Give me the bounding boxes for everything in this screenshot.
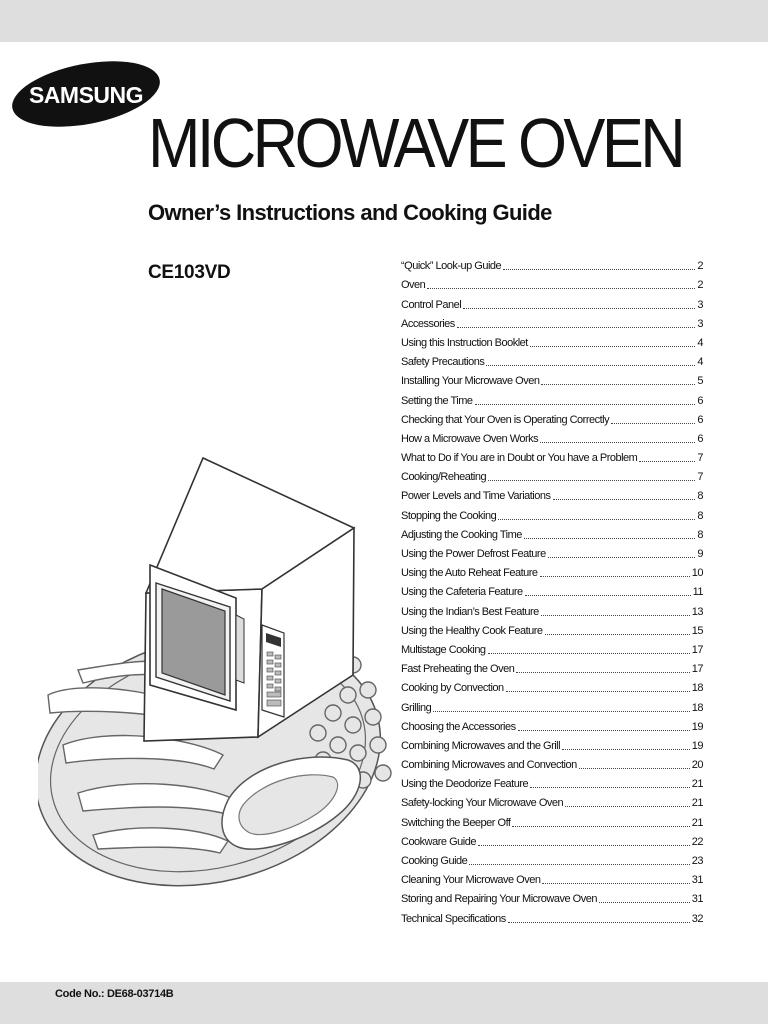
toc-leader-dots	[488, 480, 695, 481]
toc-leader-dots	[525, 595, 691, 596]
toc-entry	[401, 368, 703, 387]
toc-leader-dots	[469, 864, 689, 865]
toc-entry-page: 8	[697, 509, 703, 522]
toc-entry-label: Technical Specifications	[401, 912, 506, 925]
toc-entry	[401, 483, 703, 502]
toc-entry-label: Checking that Your Oven is Operating Correctly	[401, 413, 610, 426]
toc-entry-page: 10	[691, 567, 703, 580]
toc-entry-label: Setting the Time	[401, 394, 473, 407]
toc-leader-dots	[488, 653, 690, 654]
toc-leader-dots	[508, 922, 690, 923]
toc-leader-dots	[498, 519, 695, 520]
toc-entry	[401, 253, 703, 272]
toc-leader-dots	[599, 902, 690, 903]
toc-entry-page: 18	[691, 701, 703, 714]
toc-entry-label: Using the Healthy Cook Feature	[401, 624, 543, 637]
toc-entry	[401, 407, 703, 426]
toc-entry	[401, 809, 703, 828]
toc-entry-label: Using the Cafeteria Feature	[401, 586, 523, 599]
toc-entry-label: Cookware Guide	[401, 835, 476, 848]
toc-entry	[401, 387, 703, 406]
samsung-logo-icon	[10, 57, 162, 131]
toc-entry-label: Safety-locking Your Microwave Oven	[401, 797, 564, 810]
document-subtitle: Owner’s Instructions and Cooking Guide	[148, 200, 552, 225]
toc-entry-label: How a Microwave Oven Works	[401, 432, 539, 445]
toc-entry	[401, 733, 703, 752]
toc-leader-dots	[542, 883, 689, 884]
toc-entry	[401, 714, 703, 733]
toc-entry	[401, 905, 703, 924]
toc-leader-dots	[518, 730, 690, 731]
toc-entry	[401, 675, 703, 694]
table-of-contents	[401, 253, 703, 925]
microwave-oven-illustration	[38, 455, 400, 905]
toc-leader-dots	[540, 442, 695, 443]
toc-entry-page: 6	[697, 394, 703, 407]
toc-entry	[401, 790, 703, 809]
toc-entry	[401, 829, 703, 848]
toc-entry	[401, 694, 703, 713]
toc-entry	[401, 445, 703, 464]
toc-entry	[401, 752, 703, 771]
toc-entry	[401, 656, 703, 675]
toc-entry-page: 19	[691, 720, 703, 733]
toc-entry-page: 6	[697, 413, 703, 426]
toc-entry	[401, 771, 703, 790]
toc-entry-page: 3	[697, 317, 703, 330]
toc-entry	[401, 867, 703, 886]
toc-entry-page: 21	[691, 778, 703, 791]
toc-leader-dots	[541, 384, 695, 385]
toc-entry-label: Safety Precautions	[401, 356, 485, 369]
toc-entry-label: Power Levels and Time Variations	[401, 490, 551, 503]
toc-entry-page: 22	[691, 835, 703, 848]
toc-entry-label: Oven	[401, 279, 426, 292]
toc-leader-dots	[639, 461, 695, 462]
toc-entry-label: Combining Microwaves and Convection	[401, 759, 577, 772]
toc-entry-page: 2	[697, 260, 703, 273]
toc-leader-dots	[475, 404, 696, 405]
toc-entry-page: 11	[692, 586, 703, 599]
toc-entry-label: Accessories	[401, 317, 455, 330]
toc-entry-page: 9	[697, 548, 703, 560]
toc-entry-label: Combining Microwaves and the Grill	[401, 739, 561, 752]
toc-leader-dots	[562, 749, 690, 750]
toc-entry	[401, 426, 703, 445]
toc-entry-label: Switching the Beeper Off	[401, 816, 511, 829]
toc-leader-dots	[503, 269, 695, 270]
toc-entry-page: 21	[691, 816, 703, 829]
toc-entry	[401, 618, 703, 637]
toc-entry-page: 13	[691, 605, 703, 618]
toc-entry-label: Using the Power Defrost Feature	[401, 548, 546, 560]
toc-leader-dots	[579, 768, 690, 769]
toc-leader-dots	[545, 634, 690, 635]
logo-wordmark: SAMSUNG	[28, 82, 144, 108]
toc-entry-label: Storing and Repairing Your Microwave Oven	[401, 893, 597, 906]
toc-entry	[401, 522, 703, 541]
toc-entry-page: 20	[691, 759, 703, 772]
toc-entry-label: Multistage Cooking	[401, 643, 486, 656]
toc-entry-label: Using the Deodorize Feature	[401, 778, 529, 791]
toc-entry-label: Cooking Guide	[401, 855, 468, 867]
toc-entry-label: Installing Your Microwave Oven	[401, 375, 540, 388]
toc-entry-label: Fast Preheating the Oven	[401, 663, 515, 676]
toc-leader-dots	[433, 711, 690, 712]
toc-leader-dots	[540, 576, 690, 577]
toc-entry-page: 17	[691, 663, 703, 676]
toc-entry	[401, 464, 703, 483]
toc-leader-dots	[548, 557, 696, 558]
toc-entry	[401, 291, 703, 310]
toc-entry-page: 5	[697, 375, 703, 388]
toc-entry-page: 7	[697, 471, 703, 484]
toc-leader-dots	[486, 365, 695, 366]
toc-entry-label: Stopping the Cooking	[401, 509, 497, 522]
toc-entry	[401, 598, 703, 617]
toc-leader-dots	[565, 806, 690, 807]
toc-leader-dots	[530, 787, 690, 788]
code-number: Code No.: DE68-03714B	[55, 988, 174, 1000]
toc-entry-label: Cooking/Reheating	[401, 471, 487, 484]
toc-entry-label: Choosing the Accessories	[401, 720, 516, 733]
toc-entry-label: “Quick” Look-up Guide	[401, 260, 502, 273]
toc-entry-page: 4	[697, 336, 703, 349]
toc-entry-label: Using the Indian’s Best Feature	[401, 605, 539, 618]
toc-entry-label: Control Panel	[401, 298, 462, 311]
toc-entry	[401, 637, 703, 656]
toc-leader-dots	[524, 538, 695, 539]
toc-entry-page: 19	[691, 739, 703, 752]
toc-leader-dots	[457, 327, 696, 328]
model-number: CE103VD	[148, 262, 231, 283]
toc-entry	[401, 349, 703, 368]
toc-entry-label: Grilling	[401, 701, 432, 714]
toc-entry	[401, 579, 703, 598]
toc-leader-dots	[478, 845, 690, 846]
toc-entry-label: Using the Auto Reheat Feature	[401, 567, 538, 580]
toc-entry-page: 17	[691, 643, 703, 656]
toc-leader-dots	[512, 826, 689, 827]
toc-leader-dots	[541, 615, 690, 616]
document-title: MICROWAVE OVEN	[148, 104, 683, 182]
toc-entry-label: Adjusting the Cooking Time	[401, 528, 522, 541]
toc-entry-page: 18	[691, 682, 703, 695]
toc-entry-page: 23	[691, 855, 703, 867]
toc-leader-dots	[506, 691, 690, 692]
toc-entry	[401, 848, 703, 867]
toc-entry	[401, 272, 703, 291]
toc-entry-page: 6	[697, 432, 703, 445]
toc-entry-page: 2	[697, 279, 703, 292]
toc-entry-label: What to Do if You are in Doubt or You have a Problem	[401, 452, 638, 465]
toc-entry	[401, 311, 703, 330]
toc-entry-page: 32	[691, 912, 703, 925]
toc-entry	[401, 541, 703, 560]
toc-leader-dots	[516, 672, 689, 673]
toc-entry-page: 3	[697, 298, 703, 311]
toc-leader-dots	[427, 288, 695, 289]
toc-entry-page: 4	[697, 356, 703, 369]
toc-leader-dots	[611, 423, 695, 424]
toc-entry	[401, 886, 703, 905]
toc-entry-page: 31	[691, 893, 703, 906]
toc-entry-label: Cooking by Convection	[401, 682, 504, 695]
toc-entry	[401, 502, 703, 521]
toc-entry-page: 7	[697, 452, 703, 465]
toc-entry-page: 15	[691, 624, 703, 637]
toc-entry-page: 8	[697, 490, 703, 503]
toc-entry-page: 8	[697, 528, 703, 541]
toc-entry-page: 31	[691, 874, 703, 887]
toc-leader-dots	[553, 499, 696, 500]
toc-leader-dots	[463, 308, 695, 309]
toc-entry-label: Using this Instruction Booklet	[401, 336, 528, 349]
header-band	[0, 0, 768, 42]
toc-entry-page: 21	[691, 797, 703, 810]
toc-entry	[401, 330, 703, 349]
toc-entry-label: Cleaning Your Microwave Oven	[401, 874, 541, 887]
toc-leader-dots	[530, 346, 696, 347]
toc-entry	[401, 560, 703, 579]
